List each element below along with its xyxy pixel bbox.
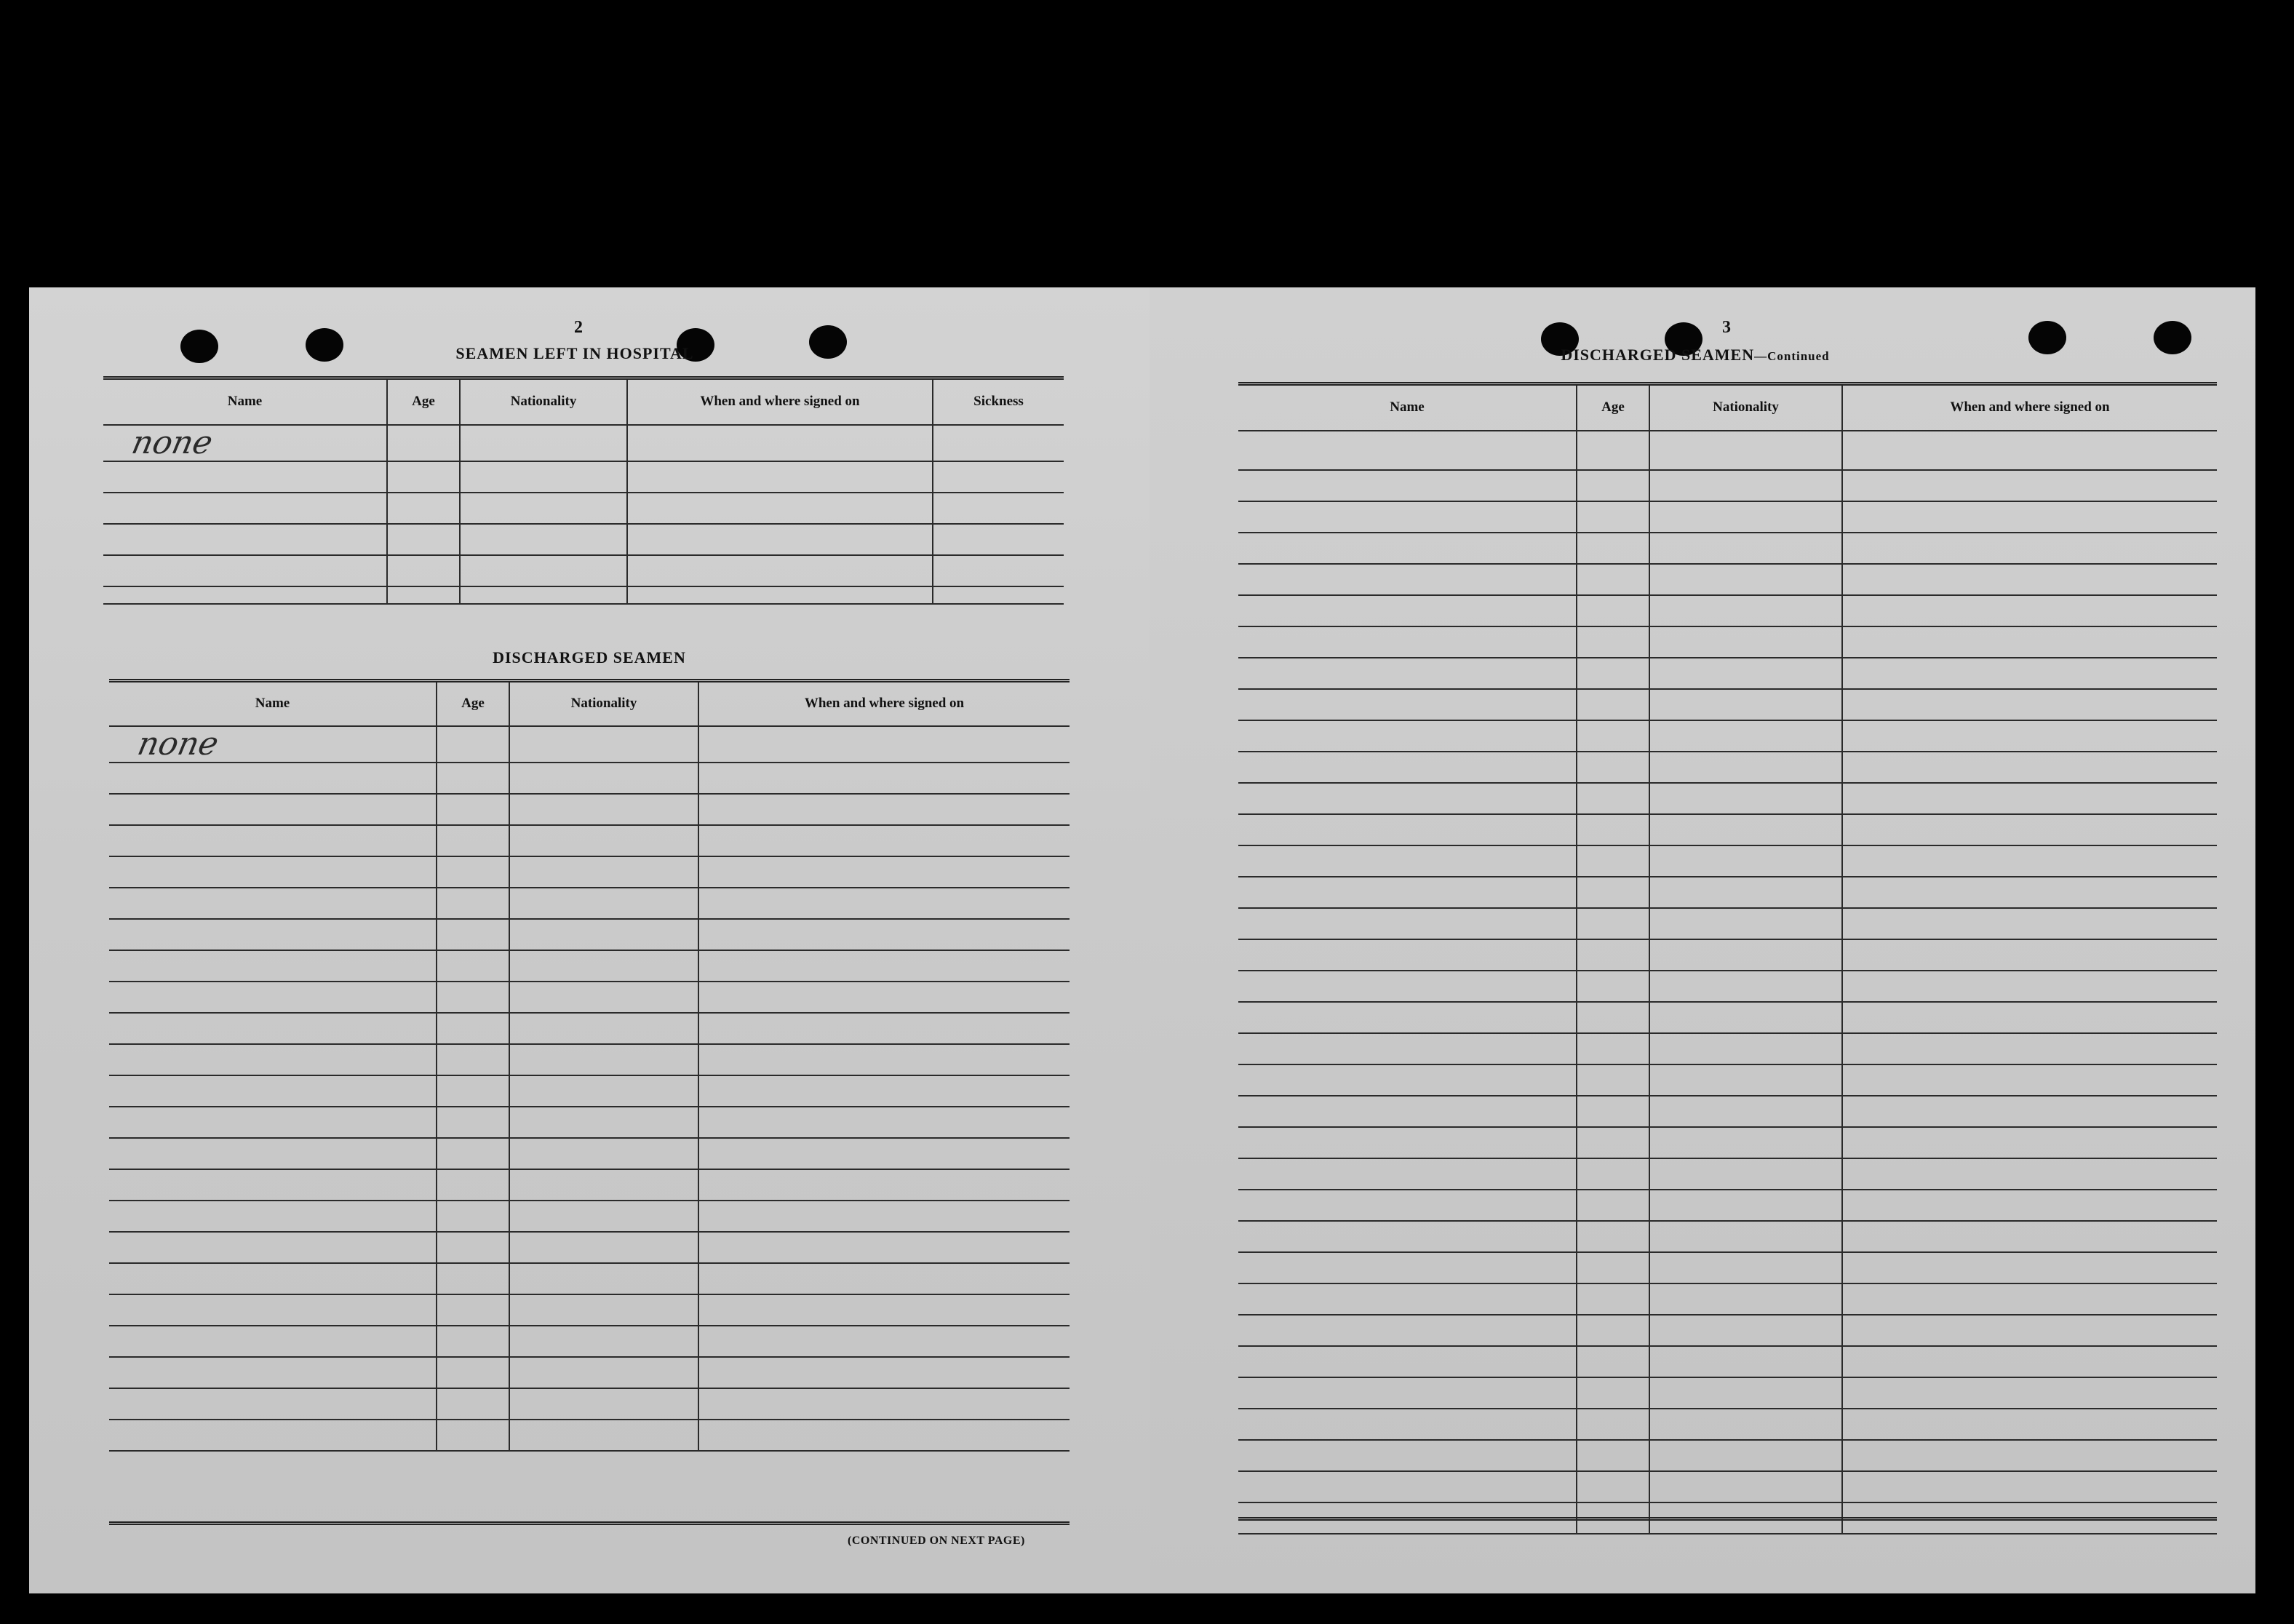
punch-hole: [2154, 321, 2191, 354]
hospital-section-title: SEAMEN LEFT IN HOSPITAL: [455, 344, 694, 362]
discharged-continued-table: [1238, 382, 2217, 1535]
header-age: Age: [387, 378, 460, 425]
discharged-table: [109, 679, 1070, 1452]
hospital-table: [103, 376, 1064, 605]
continued-note: (CONTINUED ON NEXT PAGE): [848, 1535, 1025, 1547]
punch-hole: [306, 328, 343, 362]
discharged-continued-title: [1513, 346, 1877, 365]
header-sickness: Sickness: [933, 378, 1064, 425]
left-page: [29, 287, 1150, 1593]
header-nationality: Nationality: [509, 681, 698, 726]
punch-hole: [809, 325, 847, 359]
title-main: DISCHARGED SEAMEN: [1561, 346, 1755, 364]
discharged-section-title: DISCHARGED SEAMEN: [493, 648, 686, 666]
header-signed-on: When and where signed on: [1842, 384, 2217, 431]
header-name: Name: [109, 681, 437, 726]
header-age: Age: [437, 681, 509, 726]
page-number: 2: [574, 318, 583, 337]
header-signed-on: When and where signed on: [698, 681, 1070, 726]
table-end-rule: [109, 1521, 1070, 1525]
title-suffix: —Continued: [1754, 349, 1830, 363]
header-age: Age: [1577, 384, 1649, 431]
handwritten-entry: none: [134, 725, 222, 763]
header-name: Name: [1238, 384, 1577, 431]
punch-hole: [180, 330, 218, 363]
table-cell: [109, 726, 437, 763]
header-signed-on: When and where signed on: [627, 378, 933, 425]
table-end-rule: [1238, 1517, 2217, 1521]
table-cell: [103, 425, 387, 461]
header-name: Name: [103, 378, 387, 425]
document-sheet: [29, 287, 2255, 1593]
punch-hole: [2028, 321, 2066, 354]
header-nationality: Nationality: [1649, 384, 1842, 431]
header-nationality: Nationality: [460, 378, 627, 425]
handwritten-entry: none: [128, 423, 216, 461]
page-number: 3: [1722, 318, 1731, 337]
right-page: [1150, 287, 2255, 1593]
